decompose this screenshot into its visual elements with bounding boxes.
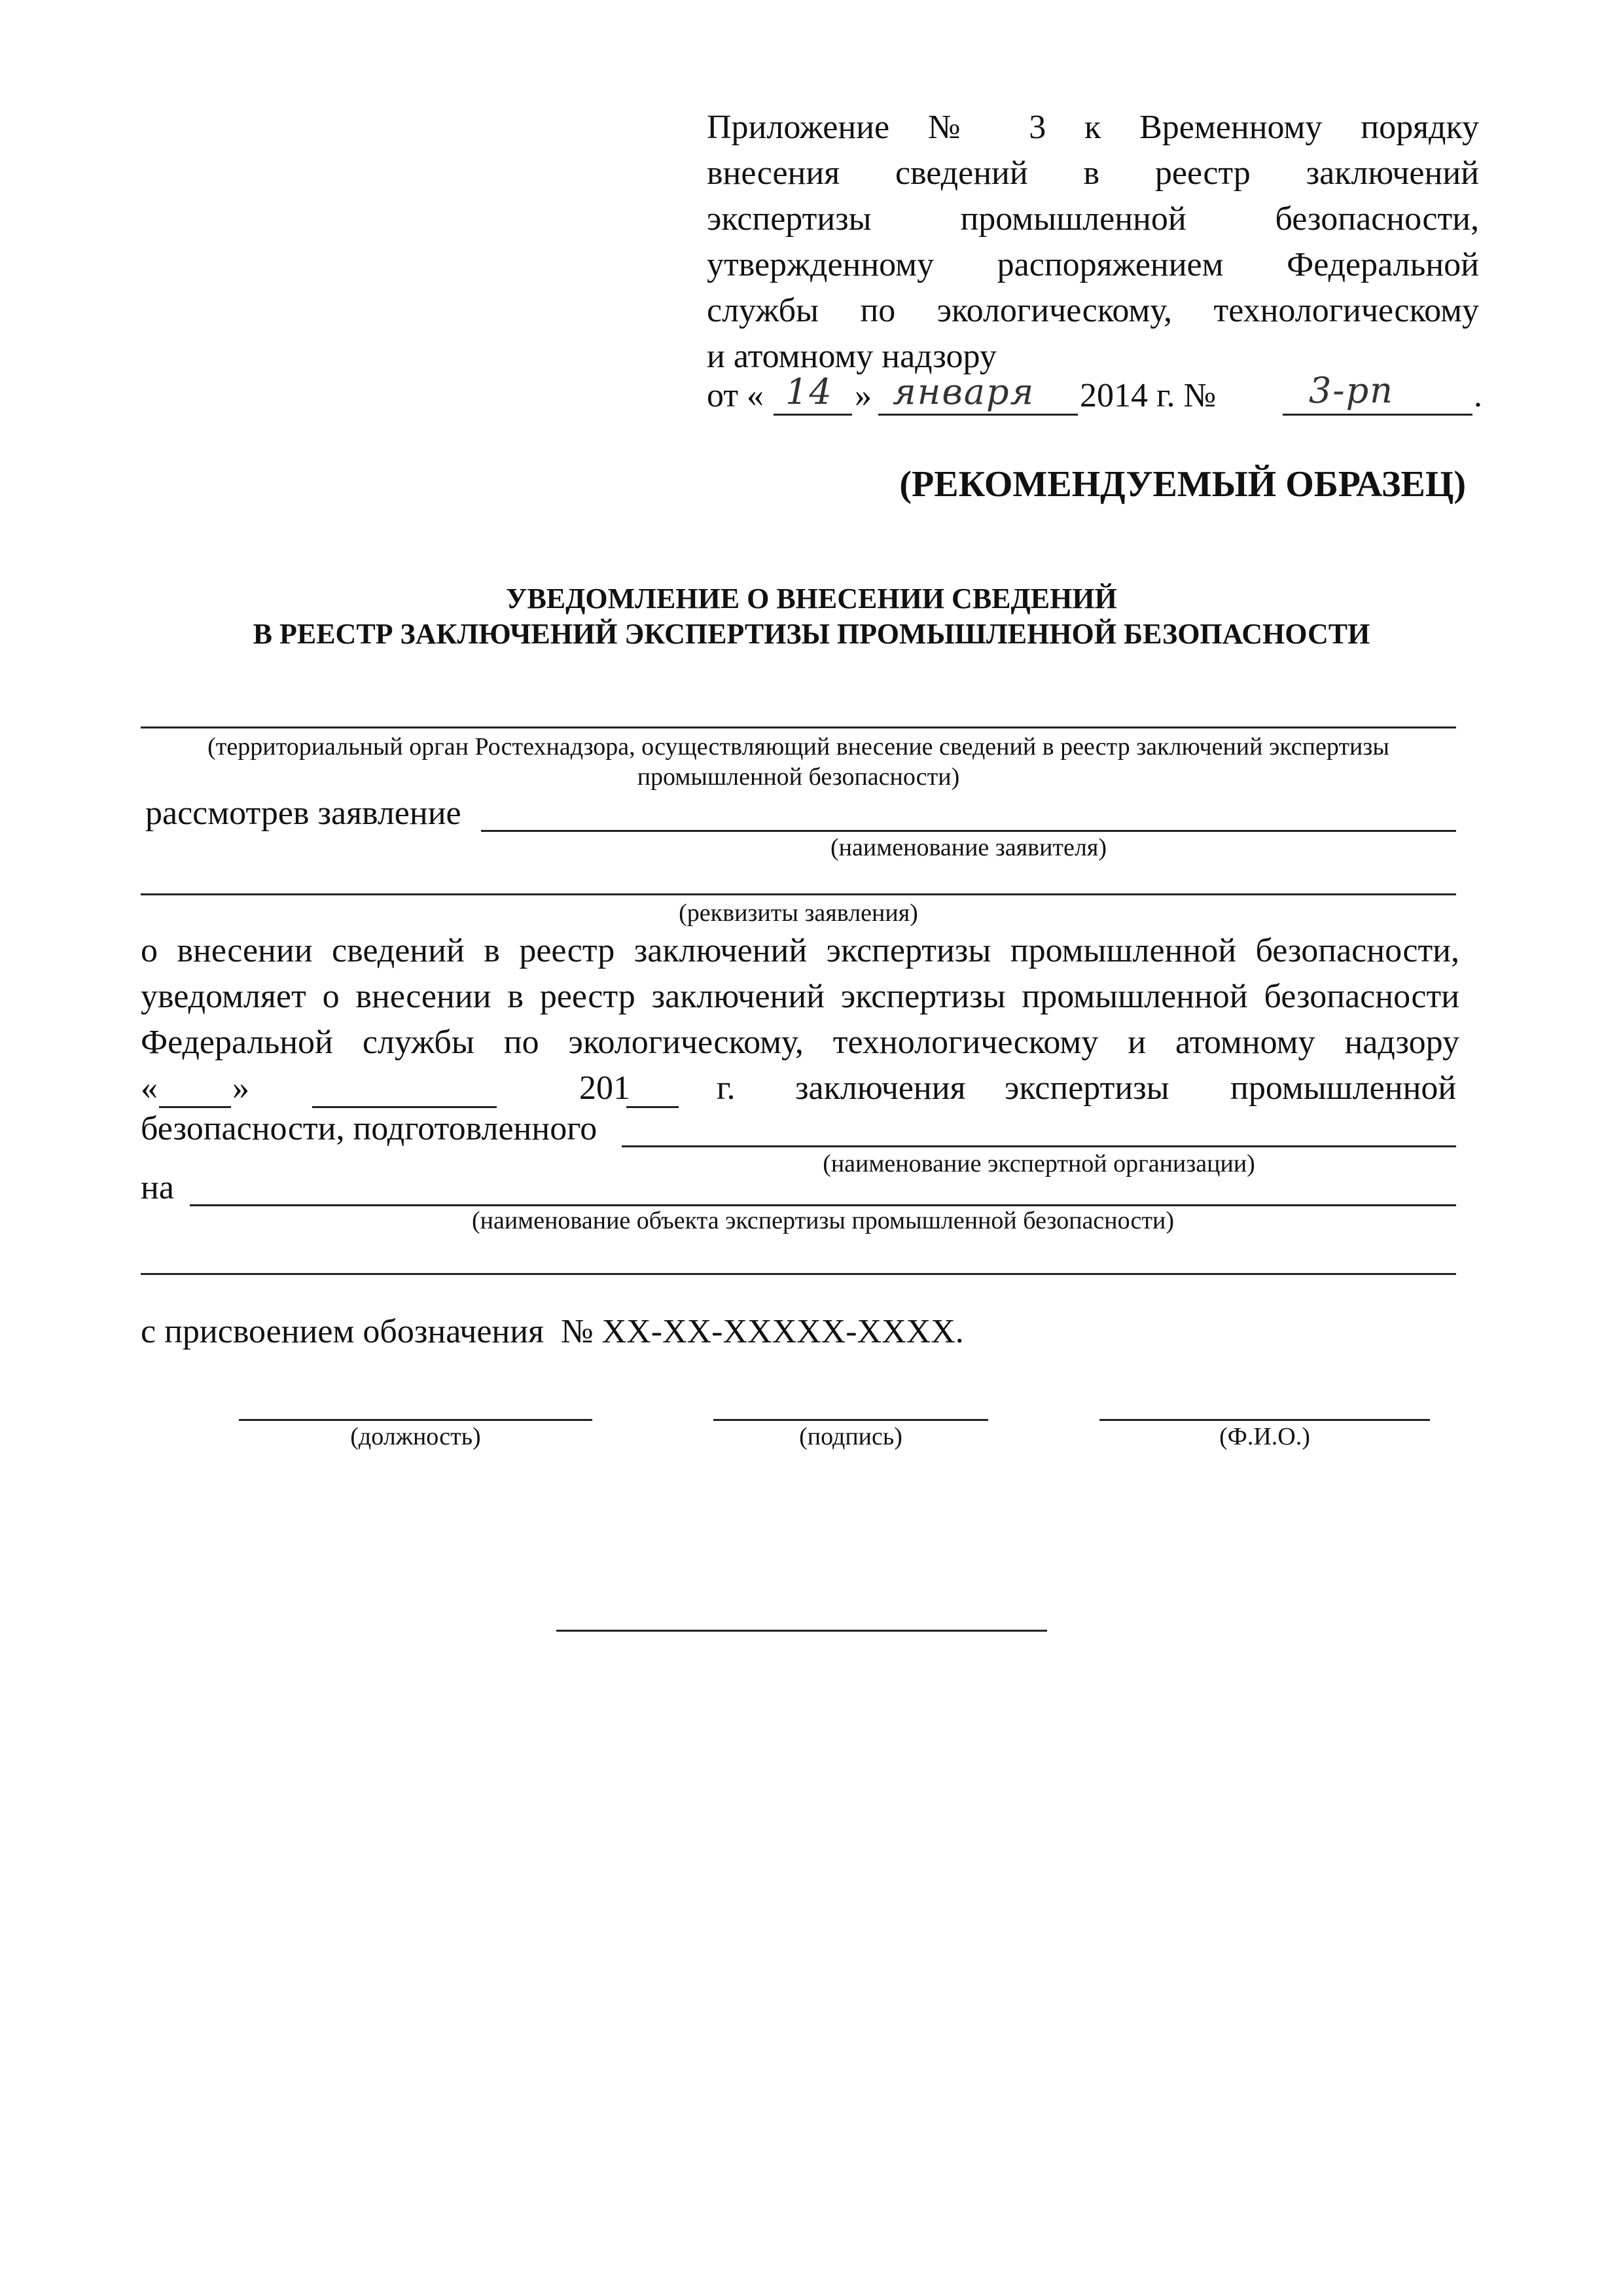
header-line-3: экспертизы промышленной безопасности, xyxy=(707,200,1479,238)
territorial-body-field[interactable] xyxy=(141,726,1456,728)
signature-field[interactable] xyxy=(713,1419,988,1421)
body-line-1: о внесении сведений в реестр заключений экспертизы промышленной безопасности, xyxy=(141,932,1459,969)
prepared-label: безопасности, подготовленного xyxy=(141,1110,597,1147)
header-line-1: Приложение № 3 к Временному порядку xyxy=(707,109,1479,146)
date-month-value: января xyxy=(893,371,1035,412)
applicant-name-field[interactable] xyxy=(481,830,1456,832)
registration-date-line xyxy=(141,1066,1459,1111)
reviewed-label: рассмотрев заявление xyxy=(145,795,461,832)
expert-organization-field[interactable] xyxy=(622,1145,1456,1147)
body-line-2: уведомляет о внесении в реестр заключений экспертизы промышленной безопасности xyxy=(141,978,1459,1015)
header-line-4: утвержденному распоряжением Федеральной xyxy=(707,246,1479,283)
territorial-hint-line-2: промышленной безопасности) xyxy=(637,763,960,791)
header-line-6: и атомному надзору xyxy=(707,338,997,375)
requisites-hint: (реквизиты заявления) xyxy=(679,899,918,927)
body-line-3: Федеральной службы по экологическому, технологическому и атомному надзору xyxy=(141,1024,1459,1061)
title-line-1: УВЕДОМЛЕНИЕ О ВНЕСЕНИИ СВЕДЕНИЙ xyxy=(506,583,1117,615)
position-field[interactable] xyxy=(239,1419,592,1421)
date-prefix: от « xyxy=(707,377,764,414)
expert-organization-hint: (наименование экспертной организации) xyxy=(823,1150,1255,1177)
territorial-hint-line-1: (территориальный орган Ростехнадзора, осуществляющий внесение сведений в реестр заключений экспертизы xyxy=(207,733,1389,761)
application-requisites-field[interactable] xyxy=(141,893,1456,895)
date-day-value: 14 xyxy=(785,371,833,412)
date-day-underline xyxy=(774,414,852,416)
reg-year-field[interactable] xyxy=(626,1106,679,1108)
date-end: . xyxy=(1474,377,1482,414)
full-name-field[interactable] xyxy=(1099,1419,1430,1421)
territorial-body-hint xyxy=(131,732,1466,792)
header-date-line xyxy=(707,370,1482,419)
document-title xyxy=(131,581,1492,652)
header-line-2: внесения сведений в реестр заключений xyxy=(707,154,1479,192)
title-line-2: В РЕЕСТР ЗАКЛЮЧЕНИЙ ЭКСПЕРТИЗЫ ПРОМЫШЛЕННОЙ БЕЗОПАСНОСТИ xyxy=(253,618,1370,650)
full-name-hint: (Ф.И.О.) xyxy=(1219,1423,1310,1450)
reg-year-prefix: 201 xyxy=(579,1069,630,1107)
applicant-name-hint: (наименование заявителя) xyxy=(830,834,1107,861)
reg-date-open: « xyxy=(141,1069,158,1107)
date-year: 2014 г. № xyxy=(1080,377,1217,414)
body-paragraph xyxy=(141,928,1459,1066)
reg-year-g: г. xyxy=(717,1069,736,1107)
designation-text: с присвоением обозначения № ХХ-ХХ-ХХХХХ-ХХХХ. xyxy=(141,1313,964,1350)
expertise-object-field-continued[interactable] xyxy=(141,1273,1456,1275)
date-month-underline xyxy=(878,414,1078,416)
header-line-5: службы по экологическому, технологическому xyxy=(707,292,1479,329)
on-label: на xyxy=(141,1169,174,1206)
sample-label: (РЕКОМЕНДУЕМЫЙ ОБРАЗЕЦ) xyxy=(899,464,1466,505)
doc-number-value: 3-рп xyxy=(1309,370,1394,411)
signature-hint: (подпись) xyxy=(799,1423,902,1450)
bottom-divider xyxy=(556,1630,1047,1632)
position-hint: (должность) xyxy=(350,1423,481,1450)
doc-number-underline xyxy=(1283,414,1472,416)
word-ekspertizy: экспертизы xyxy=(1005,1069,1169,1107)
word-promyshlennoy: промышленной xyxy=(1230,1069,1457,1107)
date-mid: » xyxy=(855,377,872,414)
word-zaklyucheniya: заключения xyxy=(795,1069,966,1107)
expertise-object-hint: (наименование объекта экспертизы промышленной безопасности) xyxy=(471,1207,1175,1234)
header-block xyxy=(707,105,1479,380)
reg-date-close: » xyxy=(232,1069,249,1107)
